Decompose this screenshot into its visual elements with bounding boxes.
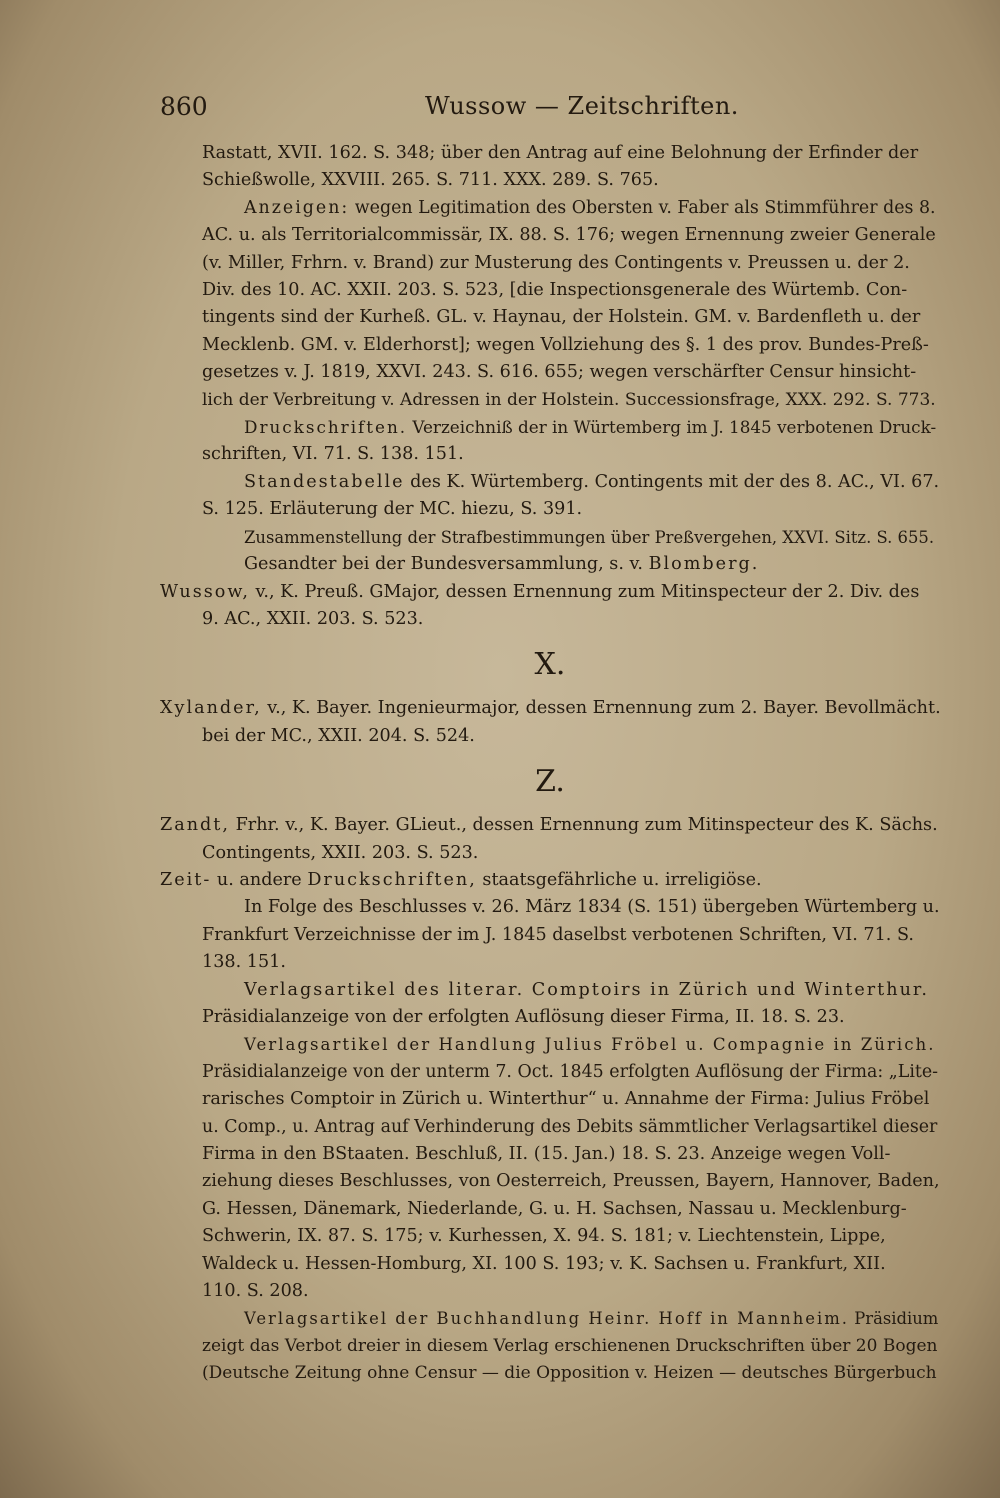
text-line: Schießwolle, XXVIII. 265. S. 711. XXX. 289. S. 765.: [202, 170, 659, 191]
text-line: Schwerin, IX. 87. S. 175; v. Kurhessen, X. 94. S. 181; v. Liechtenstein, Lippe,: [202, 1226, 886, 1247]
text-line: Standestabelle des K. Würtemberg. Contingents mit der des 8. AC., VI. 67.: [244, 471, 940, 492]
text-line: gesetzes v. J. 1819, XXVI. 243. S. 616. 655; wegen verschärfter Censur hinsicht-: [202, 362, 917, 383]
text-line: Rastatt, XVII. 162. S. 348; über den Antrag auf eine Belohnung der Erfinder der: [202, 143, 919, 163]
text-line: rarisches Comptoir in Zürich u. Winterthur“ u. Annahme der Firma: Julius Fröbel: [202, 1089, 930, 1110]
running-title: Wussow — Zeitschriften.: [425, 92, 739, 120]
text-line: AC. u. als Territorialcommissär, IX. 88. S. 176; wegen Ernennung zweier Generale: [202, 225, 936, 246]
text-line: S. 125. Erläuterung der MC. hiezu, S. 391.: [202, 499, 583, 520]
entry-term-continued: Druckschriften,: [307, 869, 477, 890]
text-line: zeigt das Verbot dreier in diesem Verlag erschienenen Druckschriften über 20 Bogen: [202, 1335, 938, 1356]
text-line: Waldeck u. Hessen-Homburg, XI. 100 S. 193; v. K. Sachsen u. Frankfurt, XII.: [202, 1253, 886, 1274]
subentry-term: Standestabelle: [244, 471, 405, 492]
entry-term: Xylander,: [160, 698, 262, 719]
subentry-term: Verlagsartikel des literar. Comptoirs in Zürich und Winterthur.: [244, 979, 929, 1000]
text-line: 110. S. 208.: [202, 1281, 309, 1302]
index-entry: Zandt, Frhr. v., K. Bayer. GLieut., dessen Ernennung zum Mitinspecteur des K. Sächs.: [160, 815, 938, 836]
text-line: Druckschriften. Verzeichniß der in Würtemberg im J. 1845 verbotenen Druck-: [244, 417, 937, 438]
text-line: Gesandter bei der Bundesversammlung, s. v. Blomberg.: [244, 554, 760, 575]
entry-term: Zeit-: [160, 869, 212, 890]
index-entry: Zeit- u. andere Druckschriften, staatsgefährliche u. irreligiöse.: [160, 869, 762, 890]
text-line: Div. des 10. AC. XXII. 203. S. 523, [die Inspectionsgenerale des Würtemb. Con-: [202, 280, 908, 301]
text-line: Mecklenb. GM. v. Elderhorst]; wegen Vollziehung des §. 1 des prov. Bundes-Preß-: [202, 334, 929, 355]
text-line: u. Comp., u. Antrag auf Verhinderung des Debits sämmtlicher Verlagsartikel dieser: [202, 1116, 938, 1137]
text-line: (v. Miller, Frhrn. v. Brand) zur Musterung des Contingents v. Preussen u. der 2.: [202, 252, 910, 273]
text-line: In Folge des Beschlusses v. 26. März 1834 (S. 151) übergeben Würtemberg u.: [244, 897, 940, 918]
text-line: ziehung dieses Beschlusses, von Oesterreich, Preussen, Bayern, Hannover, Baden,: [202, 1171, 940, 1192]
text-line: Präsidialanzeige von der unterm 7. Oct. 1845 erfolgten Auflösung der Firma: „Lite-: [202, 1061, 939, 1082]
text-line: lich der Verbreitung v. Adressen in der Holstein. Successionsfrage, XXX. 292. S. 773.: [202, 389, 936, 410]
text-line: Verlagsartikel der Buchhandlung Heinr. Hoff in Mannheim. Präsidium: [244, 1309, 939, 1329]
text-line: G. Hessen, Dänemark, Niederlande, G. u. H. Sachsen, Nassau u. Mecklenburg-: [202, 1198, 907, 1219]
text-line: [160, 977, 940, 1004]
text-line: (Deutsche Zeitung ohne Censur — die Opposition v. Heizen — deutsches Bürgerbuch: [202, 1363, 937, 1384]
section-letter-z: Z.: [535, 764, 565, 800]
text-line: [160, 1031, 940, 1058]
entry-term: Wussow,: [160, 581, 250, 602]
text-line: Zusammenstellung der Strafbestimmungen über Preßvergehen, XXVI. Sitz. S. 655.: [244, 527, 935, 547]
text-line: Präsidialanzeige von der erfolgten Auflösung dieser Firma, II. 18. S. 23.: [202, 1006, 845, 1027]
text-line: 138. 151.: [202, 952, 286, 973]
text-line: 9. AC., XXII. 203. S. 523.: [202, 608, 424, 629]
index-text: [160, 140, 940, 1388]
page-number: 860: [160, 92, 208, 121]
text-line: Frankfurt Verzeichnisse der im J. 1845 daselbst verbotenen Schriften, VI. 71. S.: [202, 924, 915, 945]
subentry-term: Druckschriften.: [244, 417, 408, 438]
text-line: Firma in den BStaaten. Beschluß, II. (15. Jan.) 18. S. 23. Anzeige wegen Voll-: [202, 1144, 891, 1164]
section-letter-x: X.: [534, 647, 566, 683]
page-header: [160, 92, 940, 132]
text-line: Anzeigen: wegen Legitimation des Obersten v. Faber als Stimmführer des 8.: [244, 197, 936, 218]
text-line: schriften, VI. 71. S. 138. 151.: [202, 444, 464, 465]
cross-reference: Blomberg.: [648, 554, 760, 575]
entry-term: Zandt,: [160, 815, 230, 836]
index-entry: Wussow, v., K. Preuß. GMajor, dessen Ernennung zum Mitinspecteur der 2. Div. des: [160, 581, 920, 602]
subentry-term: Anzeigen:: [244, 197, 350, 218]
subentry-term: Verlagsartikel der Handlung Julius Fröbel u. Compagnie in Zürich.: [244, 1035, 936, 1055]
index-entry: Xylander, v., K. Bayer. Ingenieurmajor, dessen Ernennung zum 2. Bayer. Bevollmächt.: [160, 698, 941, 719]
text-line: Contingents, XXII. 203. S. 523.: [202, 842, 479, 863]
text-line: bei der MC., XXII. 204. S. 524.: [202, 725, 475, 746]
text-line: tingents sind der Kurheß. GL. v. Haynau, der Holstein. GM. v. Bardenfleth u. der: [202, 307, 921, 328]
subentry-term: Verlagsartikel der Buchhandlung Heinr. Hoff in Mannheim.: [244, 1309, 849, 1329]
